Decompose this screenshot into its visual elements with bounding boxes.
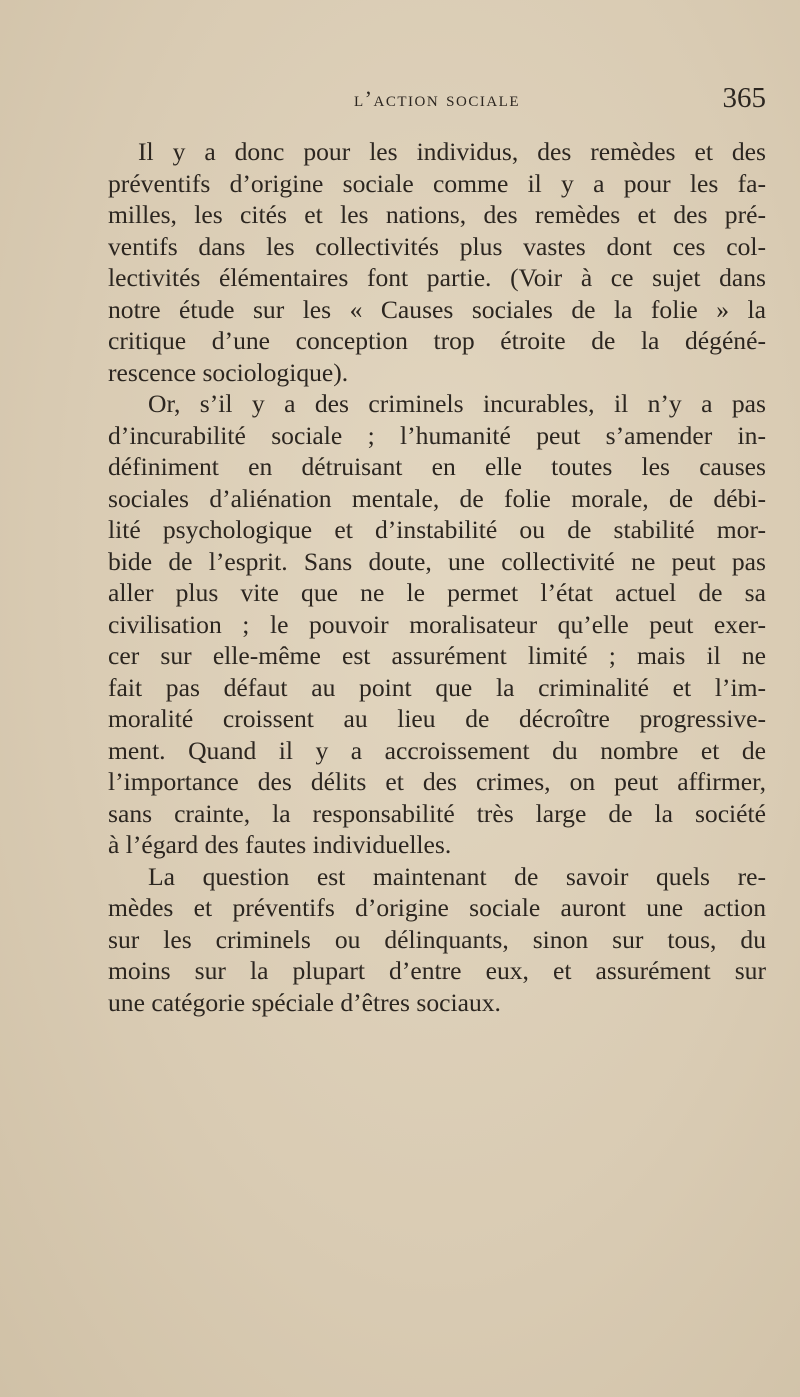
text-line: critique d’une conception trop étroite de la dégéné- [108,326,766,355]
text-line: Or, s’il y a des criminels incurables, il n’y a pas [148,389,766,418]
page-header [108,82,766,126]
text-line: La question est maintenant de savoir quels re- [148,861,766,891]
text-line: sociales d’aliénation mentale, de folie morale, de débi- [108,483,766,513]
text-line: civilisation ; le pouvoir moralisateur qu’elle peut exer- [108,609,766,639]
text-line: sur les criminels ou délinquants, sinon sur tous, du [108,924,766,954]
text-line: aller plus vite que ne le permet l’état actuel de sa [108,578,766,607]
text-line: lité psychologique et d’instabilité ou de stabilité mor- [108,515,766,544]
text-line: mèdes et préventifs d’origine sociale auront une action [108,893,766,922]
text-line: une catégorie spéciale d’êtres sociaux. [108,987,501,1017]
text-line: d’incurabilité sociale ; l’humanité peut s’amender in- [108,420,766,450]
body-text [108,136,766,1018]
text-line: milles, les cités et les nations, des remèdes et des pré- [108,200,766,229]
text-line: rescence sociologique). [108,357,349,387]
text-line: bide de l’esprit. Sans doute, une collectivité ne peut pas [108,546,766,576]
text-line: définiment en détruisant en elle toutes les causes [108,452,766,481]
text-line: notre étude sur les « Causes sociales de la folie » la [108,294,766,324]
text-line: cer sur elle-même est assurément limité ; mais il ne [108,641,766,670]
text-line: moins sur la plupart d’entre eux, et assurément sur [108,956,766,985]
text-line: moralité croissent au lieu de décroître progressive- [108,704,766,733]
text-line: sans crainte, la responsabilité très large de la société [108,798,766,828]
text-line: ment. Quand il y a accroissement du nombre et de [108,735,766,765]
text-line: l’importance des délits et des crimes, on peut affirmer, [108,767,766,796]
text-line: lectivités élémentaires font partie. (Voir à ce sujet dans [108,263,766,292]
page-number: 365 [722,82,766,114]
text-line: préventifs d’origine sociale comme il y a pour les fa- [108,168,766,198]
running-title: l’action sociale [354,86,520,111]
text-line: fait pas défaut au point que la criminalité et l’im- [108,672,766,702]
text-line: Il y a donc pour les individus, des remèdes et des [138,137,766,166]
text-line: ventifs dans les collectivités plus vastes dont ces col- [108,231,766,261]
text-line: à l’égard des fautes individuelles. [108,830,452,859]
